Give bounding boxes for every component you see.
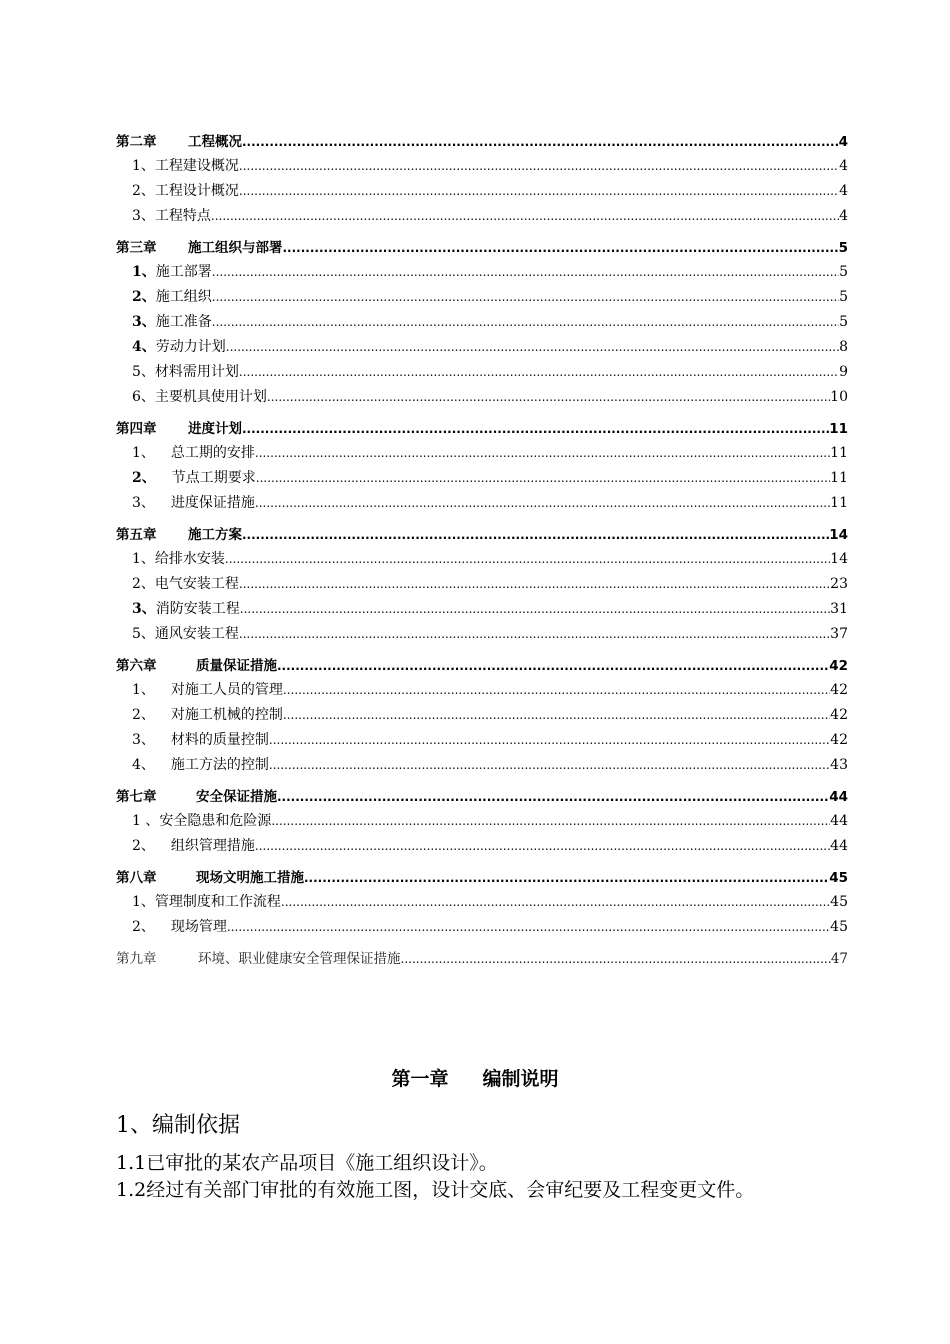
toc-page-number: 42 [830, 682, 848, 698]
toc-page-number: 44 [829, 789, 848, 805]
toc-leader-dots [304, 871, 829, 885]
toc-chapter-entry[interactable] [116, 417, 848, 442]
toc-entry-title: 施工组织与部署 [188, 240, 283, 256]
chapter-heading [0, 1064, 950, 1091]
toc-page-number: 37 [830, 626, 848, 642]
toc-item-entry[interactable] [116, 729, 848, 754]
toc-page-number: 11 [830, 445, 848, 461]
toc-entry-number: 2、 [132, 576, 155, 592]
toc-item-entry[interactable] [116, 810, 848, 835]
toc-entry-title: 材料的质量控制 [170, 732, 269, 748]
toc-page-number: 11 [829, 421, 848, 437]
toc-entry-number: 1、 [132, 445, 155, 461]
toc-page-number: 43 [830, 757, 848, 773]
toc-entry-title: 工程设计概况 [154, 183, 239, 199]
toc-chapter-entry[interactable] [116, 866, 848, 891]
toc-page-number: 5 [839, 314, 848, 330]
toc-chapter-entry[interactable] [116, 236, 848, 261]
toc-entry-title: 工程概况 [188, 134, 242, 150]
toc-page-number: 45 [830, 919, 848, 935]
toc-item-entry[interactable] [116, 835, 848, 860]
toc-page-number: 4 [838, 134, 848, 150]
toc-chapter-entry[interactable] [116, 654, 848, 679]
toc-entry-title: 施工部署 [155, 264, 212, 280]
toc-entry-title: 施工组织 [155, 289, 212, 305]
toc-entry-number: 5、 [132, 364, 155, 380]
toc-entry-number: 第二章 [116, 134, 157, 150]
table-of-contents [116, 124, 848, 972]
toc-page-number: 45 [829, 870, 848, 886]
toc-item-entry[interactable] [116, 361, 848, 386]
toc-page-number: 5 [839, 289, 848, 305]
toc-chapter-entry[interactable] [116, 947, 848, 972]
toc-entry-title: 给排水安装 [154, 551, 225, 567]
toc-leader-dots [283, 683, 830, 697]
toc-entry-title: 施工方法的控制 [170, 757, 269, 773]
toc-entry-title: 电气安装工程 [154, 576, 239, 592]
toc-entry-title: 现场文明施工措施 [196, 870, 304, 886]
toc-page-number: 5 [838, 240, 848, 256]
toc-chapter-entry[interactable] [116, 785, 848, 810]
toc-item-entry[interactable] [116, 598, 848, 623]
toc-leader-dots [239, 184, 839, 198]
toc-leader-dots [211, 209, 839, 223]
toc-entry-number: 6、 [132, 389, 155, 405]
toc-entry-title: 安全保证措施 [196, 789, 277, 805]
toc-entry-title: 施工准备 [155, 314, 212, 330]
toc-entry-number: 3、 [132, 314, 156, 330]
toc-leader-dots [225, 552, 830, 566]
toc-item-entry[interactable] [116, 492, 848, 517]
toc-entry-title: 工程特点 [154, 208, 211, 224]
toc-leader-dots [239, 627, 830, 641]
toc-entry-number: 2、 [132, 183, 155, 199]
toc-entry-title: 管理制度和工作流程 [154, 894, 281, 910]
toc-entry-number: 1、 [132, 894, 155, 910]
toc-entry-number: 2、 [132, 707, 155, 723]
toc-entry-number: 1、 [132, 682, 155, 698]
toc-page-number: 44 [830, 838, 848, 854]
toc-entry-number: 第五章 [116, 527, 157, 543]
toc-page-number: 11 [830, 470, 848, 486]
toc-leader-dots [226, 340, 839, 354]
toc-leader-dots [255, 839, 830, 853]
toc-leader-dots [283, 708, 830, 722]
toc-leader-dots [281, 895, 830, 909]
toc-page-number: 5 [839, 264, 848, 280]
toc-item-entry[interactable] [116, 679, 848, 704]
toc-entry-title: 主要机具使用计划 [154, 389, 267, 405]
toc-entry-title: 现场管理 [170, 919, 227, 935]
toc-leader-dots [255, 496, 830, 510]
section-heading: 1、编制依据 [116, 1113, 240, 1138]
toc-entry-number: 5、 [132, 626, 155, 642]
toc-chapter-entry[interactable] [116, 130, 848, 155]
toc-leader-dots [212, 290, 839, 304]
toc-entry-title: 环境、职业健康安全管理保证措施 [198, 951, 401, 967]
toc-leader-dots [242, 528, 829, 542]
toc-entry-number: 第三章 [116, 240, 157, 256]
toc-page-number: 4 [839, 183, 848, 199]
toc-entry-number: 第九章 [116, 951, 157, 967]
toc-leader-dots [269, 733, 830, 747]
paragraph: 1.1已审批的某农产品项目《施工组织设计》。 [116, 1152, 498, 1174]
toc-entry-number: 第八章 [116, 870, 157, 886]
toc-item-entry[interactable] [116, 261, 848, 286]
toc-entry-number: 第六章 [116, 658, 157, 674]
toc-leader-dots [212, 315, 839, 329]
chapter-number: 第一章 [391, 1068, 449, 1090]
toc-page-number: 42 [830, 732, 848, 748]
toc-leader-dots [269, 758, 830, 772]
toc-entry-number: 2、 [132, 838, 155, 854]
toc-entry-title: 总工期的安排 [170, 445, 255, 461]
toc-leader-dots [239, 365, 839, 379]
toc-leader-dots [242, 422, 829, 436]
toc-entry-number: 3、 [132, 208, 155, 224]
toc-leader-dots [239, 577, 830, 591]
toc-item-entry[interactable] [116, 623, 848, 648]
toc-entry-title: 节点工期要求 [171, 470, 256, 486]
toc-entry-title: 施工方案 [188, 527, 242, 543]
toc-entry-number: 2、 [132, 470, 156, 486]
toc-page-number: 47 [830, 951, 848, 967]
toc-entry-number: 第四章 [116, 421, 157, 437]
toc-leader-dots [242, 135, 839, 149]
toc-page-number: 4 [839, 158, 848, 174]
toc-leader-dots [227, 920, 830, 934]
toc-item-entry[interactable] [116, 754, 848, 779]
toc-page-number: 44 [830, 813, 848, 829]
toc-page-number: 42 [829, 658, 848, 674]
toc-leader-dots [240, 602, 830, 616]
toc-item-entry[interactable] [116, 573, 848, 598]
toc-chapter-entry[interactable] [116, 523, 848, 548]
toc-entry-title: 安全隐患和危险源 [159, 813, 272, 829]
toc-item-entry[interactable] [116, 704, 848, 729]
toc-leader-dots [277, 659, 829, 673]
toc-entry-number: 1、 [132, 158, 155, 174]
toc-item-entry[interactable] [116, 155, 848, 180]
toc-leader-dots [277, 790, 829, 804]
toc-entry-title: 进度计划 [188, 421, 242, 437]
toc-entry-title: 通风安装工程 [154, 626, 239, 642]
toc-leader-dots [283, 241, 839, 255]
toc-leader-dots [271, 814, 830, 828]
toc-entry-number: 2、 [132, 289, 156, 305]
toc-item-entry[interactable] [116, 311, 848, 336]
chapter-title: 编制说明 [482, 1068, 559, 1090]
toc-page-number: 23 [830, 576, 848, 592]
toc-item-entry[interactable] [116, 205, 848, 230]
toc-entry-number: 4、 [132, 339, 156, 355]
toc-entry-number: 1 、 [132, 813, 160, 829]
toc-page-number: 14 [829, 527, 848, 543]
toc-entry-title: 消防安装工程 [155, 601, 240, 617]
toc-item-entry[interactable] [116, 336, 848, 361]
toc-entry-number: 1、 [132, 551, 155, 567]
toc-entry-title: 材料需用计划 [154, 364, 239, 380]
toc-page-number: 31 [830, 601, 848, 617]
toc-entry-title: 对施工人员的管理 [170, 682, 283, 698]
toc-page-number: 45 [830, 894, 848, 910]
toc-item-entry[interactable] [116, 916, 848, 941]
toc-page-number: 8 [839, 339, 848, 355]
toc-entry-title: 组织管理措施 [170, 838, 255, 854]
toc-leader-dots [267, 390, 830, 404]
toc-entry-title: 进度保证措施 [170, 495, 255, 511]
toc-item-entry[interactable] [116, 548, 848, 573]
toc-item-entry[interactable] [116, 180, 848, 205]
toc-page-number: 11 [830, 495, 848, 511]
toc-entry-number: 2、 [132, 919, 155, 935]
toc-item-entry[interactable] [116, 386, 848, 411]
toc-entry-number: 3、 [132, 601, 156, 617]
toc-entry-number: 3、 [132, 732, 155, 748]
toc-entry-number: 4、 [132, 757, 155, 773]
paragraph: 1.2经过有关部门审批的有效施工图，设计交底、会审纪要及工程变更文件。 [116, 1179, 755, 1201]
toc-leader-dots [401, 952, 831, 966]
toc-entry-title: 对施工机械的控制 [170, 707, 283, 723]
toc-leader-dots [212, 265, 839, 279]
toc-leader-dots [255, 446, 830, 460]
toc-page-number: 10 [830, 389, 848, 405]
toc-page-number: 9 [839, 364, 848, 380]
toc-item-entry[interactable] [116, 442, 848, 467]
toc-page-number: 42 [830, 707, 848, 723]
toc-page-number: 4 [839, 208, 848, 224]
toc-entry-title: 工程建设概况 [154, 158, 239, 174]
toc-page-number: 14 [830, 551, 848, 567]
toc-leader-dots [239, 159, 839, 173]
toc-item-entry[interactable] [116, 891, 848, 916]
toc-entry-number: 第七章 [116, 789, 157, 805]
toc-item-entry[interactable] [116, 467, 848, 492]
toc-entry-title: 劳动力计划 [155, 339, 226, 355]
toc-entry-title: 质量保证措施 [196, 658, 277, 674]
toc-entry-number: 1、 [132, 264, 156, 280]
toc-item-entry[interactable] [116, 286, 848, 311]
toc-entry-number: 3、 [132, 495, 155, 511]
toc-leader-dots [256, 471, 830, 485]
